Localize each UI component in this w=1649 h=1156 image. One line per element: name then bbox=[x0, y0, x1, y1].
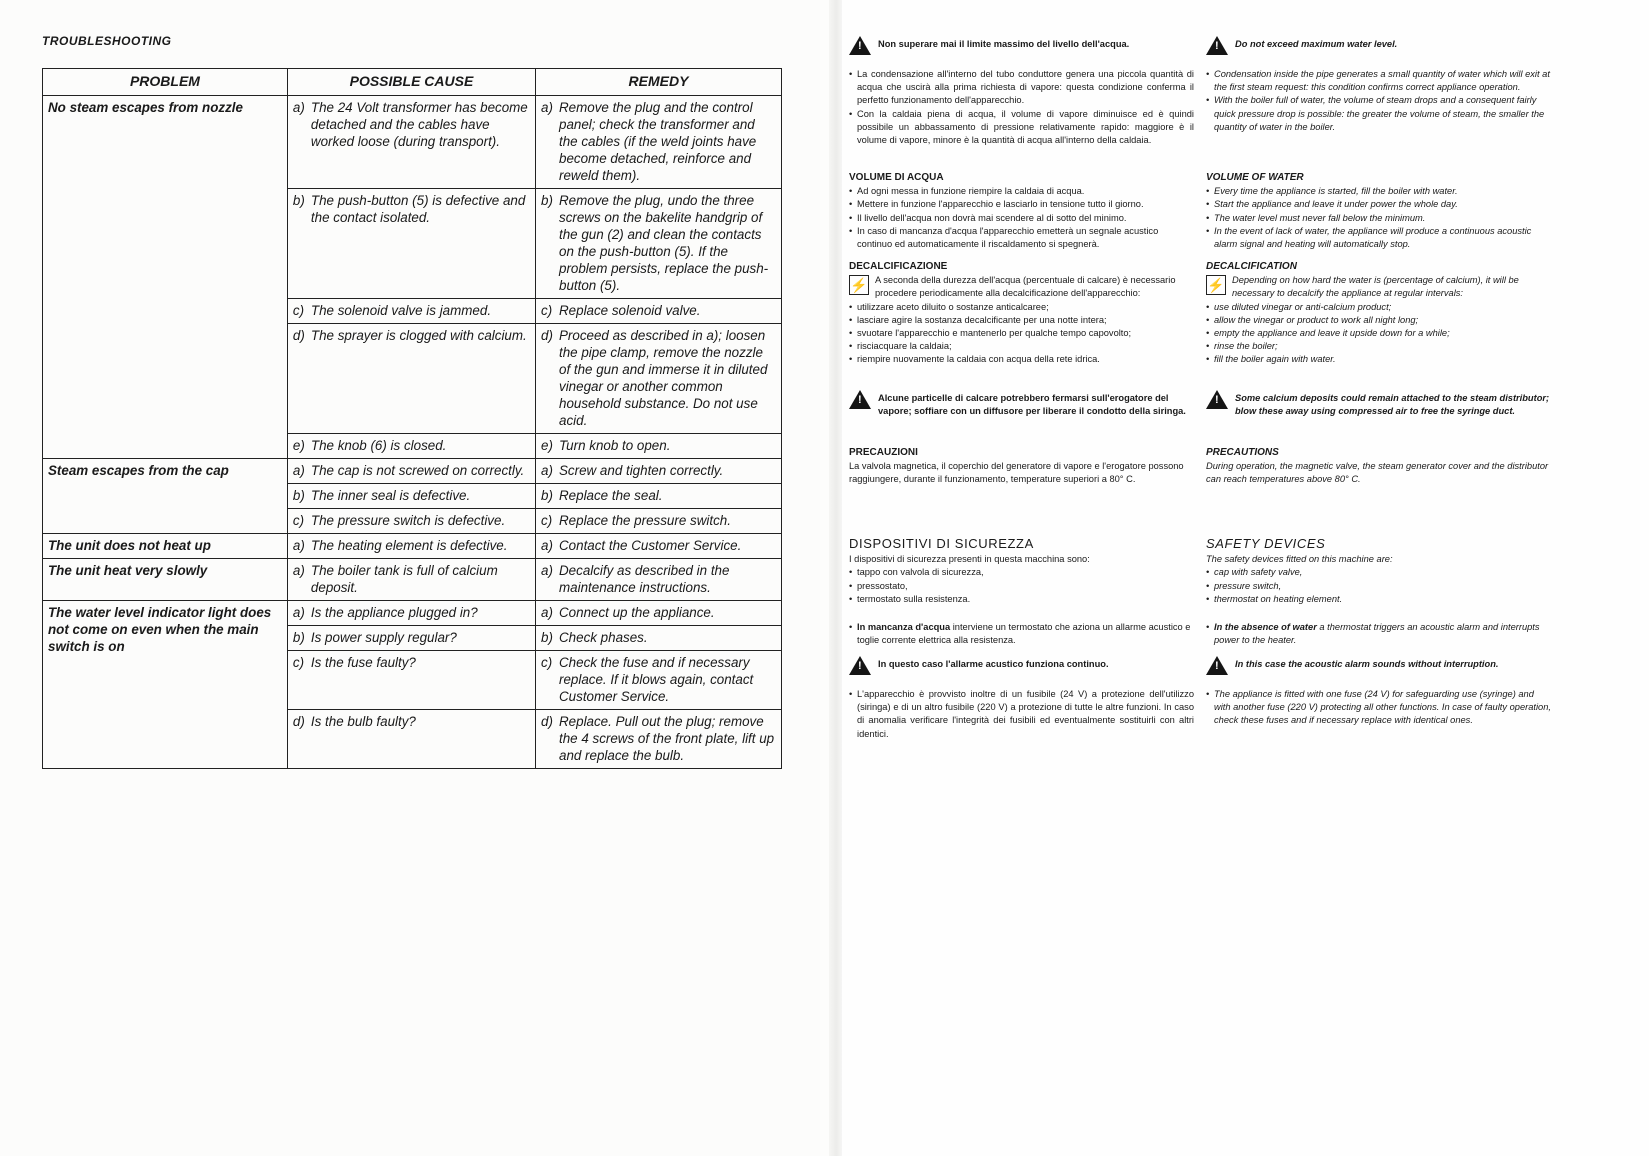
cause-text: Is the bulb faulty? bbox=[310, 714, 416, 729]
item-letter: a) bbox=[292, 605, 305, 620]
remedy-cell bbox=[536, 710, 782, 769]
item-letter: b) bbox=[541, 193, 553, 208]
page-fold bbox=[829, 0, 843, 1156]
table-body bbox=[43, 96, 782, 769]
remedy-text: Replace. Pull out the plug; remove the 4 screws of the front plate, lift up and replace the bulb. bbox=[559, 714, 775, 763]
table-row bbox=[43, 534, 782, 559]
section-heading: DECALCIFICAZIONE bbox=[849, 261, 948, 272]
italian-decalcification: DECALCIFICAZIONE ⚡ A seconda della durezza dell'acqua (percentuale di calcare) è necessario procedere periodicamente alla decalcificazione dell'apparecchio: • utilizzare aceto diluito o sostanze anticalcaree; • lasciare agire la sostanza decalcificante per una notte intera; • svuotare l'apparecchio e mantenerlo per qualche tempo capovolto; • risciacquare la caldaia; • riempire nuovamente la caldaia con acqua della rete idrica. bbox=[849, 260, 1194, 367]
bullet-text: tappo con valvola di sicurezza, bbox=[857, 567, 984, 578]
bullet-text: Every time the appliance is started, fill the boiler with water. bbox=[1214, 186, 1458, 197]
item-letter: a) bbox=[292, 563, 305, 578]
item-letter: c) bbox=[292, 303, 305, 318]
bullet-text: risciacquare la caldaia; bbox=[857, 341, 952, 352]
italian-intro: • La condensazione all'interno del tubo conduttore genera una piccola quantità di acqua che uscirà alla prima richiesta di vapore: questa condizione conferma il perfetto funzionamento dell'apparecchio. • Con la caldaia piena di acqua, il volume di vapore diminuisce ed è quindi possibile un abbassamento di pressione relativamente rapido: maggiore è il volume di vapore, minore è la quantità di acqua all'interno della caldaia. bbox=[849, 68, 1194, 147]
cause-cell bbox=[287, 459, 535, 484]
cause-cell bbox=[287, 651, 535, 710]
warning-icon bbox=[1206, 36, 1228, 55]
cause-cell bbox=[287, 96, 535, 189]
section-heading: DECALCIFICATION bbox=[1206, 261, 1297, 272]
remedy-cell bbox=[536, 509, 782, 534]
item-letter: d) bbox=[292, 328, 305, 343]
header-cause: POSSIBLE CAUSE bbox=[287, 69, 535, 96]
bullet-text: use diluted vinegar or anti-calcium product; bbox=[1214, 301, 1392, 312]
italian-absence: • In mancanza d'acqua interviene un termostato che aziona un allarme acustico e toglie corrente elettrica alla resistenza. bbox=[849, 622, 1191, 646]
english-volume: VOLUME OF WATER • Every time the appliance is started, fill the boiler with water. • Start the appliance and leave it under power the whole day. • The water level must never fall below the minimum. • In the event of lack of water, the appliance will produce a continuous acoustic alarm signal and heating will automatically stop. bbox=[1206, 171, 1551, 251]
absence-bold: In the absence of water bbox=[1214, 622, 1317, 632]
remedy-cell bbox=[536, 484, 782, 509]
item-letter: a) bbox=[292, 463, 305, 478]
remedy-text: Decalcify as described in the maintenance instructions. bbox=[559, 563, 730, 595]
bullet-text: empty the appliance and leave it upside down for a while; bbox=[1214, 328, 1450, 339]
left-page bbox=[0, 0, 820, 1156]
cause-cell bbox=[287, 534, 535, 559]
decalcify-icon: ⚡ bbox=[1207, 277, 1225, 294]
problem-cell: The unit does not heat up bbox=[43, 534, 288, 559]
header-problem: PROBLEM bbox=[43, 69, 288, 96]
precautions-text: During operation, the magnetic valve, the steam generator cover and the distributor can reach temperatures above 80° C. bbox=[1206, 461, 1549, 485]
remedy-cell bbox=[536, 559, 782, 601]
decal-text: Depending on how hard the water is (percentage of calcium), it will be necessary to decalcify the appliance at regular intervals: bbox=[1232, 275, 1519, 299]
remedy-cell bbox=[536, 189, 782, 299]
cause-text: The boiler tank is full of calcium deposit. bbox=[310, 563, 498, 595]
decalcify-icon: ⚡ bbox=[850, 277, 868, 294]
remedy-cell bbox=[536, 299, 782, 324]
section-heading: DISPOSITIVI DI SICUREZZA bbox=[849, 536, 1034, 551]
remedy-cell bbox=[536, 434, 782, 459]
english-decalcification: DECALCIFICATION ⚡ Depending on how hard the water is (percentage of calcium), it will be necessary to decalcify the appliance at regular intervals: • use diluted vinegar or anti-calcium product; • allow the vinegar or product to work all night long; • empty the appliance and leave it upside down for a while; • rinse the boiler; • fill the boiler again with water. bbox=[1206, 260, 1551, 367]
absence-bold: In mancanza d'acqua bbox=[857, 622, 951, 632]
italian-safety-devices: DISPOSITIVI DI SICUREZZA I dispositivi di sicurezza presenti in questa macchina sono: • tappo con valvola di sicurezza, • pressostato, • termostato sulla resistenza. bbox=[849, 537, 1194, 606]
bullet-text: lasciare agire la sostanza decalcificante per una notte intera; bbox=[857, 314, 1107, 325]
problem-cell: Steam escapes from the cap bbox=[43, 459, 288, 534]
italian-warning-alarm bbox=[849, 658, 1194, 675]
cause-text: The push-button (5) is defective and the contact isolated. bbox=[310, 193, 526, 225]
cause-text: The sprayer is clogged with calcium. bbox=[310, 328, 527, 343]
english-intro: • Condensation inside the pipe generates a small quantity of water which will exit at the first steam request: this condition confirms correct appliance operation. • With the boiler full of water, the volume of steam drops and a consequent fairly quick pressure drop is possible: the greater the volume of steam, the smaller the quantity of water in the boiler. bbox=[1206, 68, 1551, 134]
cause-cell bbox=[287, 299, 535, 324]
item-letter: e) bbox=[541, 438, 553, 453]
cause-text: Is the fuse faulty? bbox=[310, 655, 416, 670]
item-letter: b) bbox=[541, 488, 553, 503]
item-letter: d) bbox=[292, 714, 305, 729]
warning-text: In questo caso l'allarme acustico funziona continuo. bbox=[878, 659, 1109, 669]
bullet-text: svuotare l'apparecchio e mantenerlo per qualche tempo capovolto; bbox=[857, 328, 1132, 339]
remedy-text: Contact the Customer Service. bbox=[559, 538, 742, 553]
problem-cell: The unit heat very slowly bbox=[43, 559, 288, 601]
bullet-text: Condensation inside the pipe generates a small quantity of water which will exit at the first steam request: this condition confirms correct appliance operation. bbox=[1214, 69, 1550, 93]
bullet-text: With the boiler full of water, the volume of steam drops and a consequent fairly quick pressure drop is possible: the greater the volume of steam, the smaller the quantity of water in the boiler. bbox=[1214, 95, 1545, 132]
remedy-cell bbox=[536, 601, 782, 626]
table-row bbox=[43, 559, 782, 601]
cause-cell bbox=[287, 626, 535, 651]
warning-text: Do not exceed maximum water level. bbox=[1235, 39, 1398, 49]
remedy-cell bbox=[536, 96, 782, 189]
bullet-text: Con la caldaia piena di acqua, il volume di vapore diminuisce ed è quindi possibile un abbassamento di pressione relativamente rapido: maggiore è il volume di vapore, minore è la quantità di acqua all'interno della caldaia. bbox=[857, 108, 1194, 146]
remedy-text: Remove the plug and the control panel; check the transformer and the cables (if the weld joints have become detached, reinforce and reweld them). bbox=[559, 100, 757, 183]
item-letter: a) bbox=[292, 538, 305, 553]
bullet-text: Il livello dell'acqua non dovrà mai scendere al di sotto del minimo. bbox=[857, 212, 1127, 223]
cause-cell bbox=[287, 710, 535, 769]
bullet-text: termostato sulla resistenza. bbox=[857, 593, 971, 604]
cause-text: The knob (6) is closed. bbox=[310, 438, 447, 453]
problem-cell: The water level indicator light does not come on even when the main switch is on bbox=[43, 601, 288, 769]
cause-cell bbox=[287, 324, 535, 434]
troubleshooting-table bbox=[42, 68, 782, 769]
remedy-cell bbox=[536, 626, 782, 651]
bullet-text: Ad ogni messa in funzione riempire la caldaia di acqua. bbox=[857, 186, 1085, 197]
warning-text: Non superare mai il limite massimo del livello dell'acqua. bbox=[878, 39, 1130, 49]
english-warning-water-level bbox=[1206, 38, 1551, 55]
english-warning-calcium bbox=[1206, 392, 1551, 418]
english-warning-alarm bbox=[1206, 658, 1551, 675]
bullet-text: thermostat on heating element. bbox=[1214, 593, 1343, 604]
cause-cell bbox=[287, 509, 535, 534]
english-fuses: • The appliance is fitted with one fuse (24 V) for safeguarding use (syringe) and with another fuse (220 V) protecting all other functions. In case of faulty operation, check these fuses and if necessary replace with identical ones. bbox=[1206, 688, 1551, 728]
decal-text: A seconda della durezza dell'acqua (percentuale di calcare) è necessario procedere periodicamente alla decalcificazione dell'apparecchio: bbox=[875, 275, 1176, 299]
bullet-text: rinse the boiler; bbox=[1214, 341, 1278, 352]
bullet-text: In caso di mancanza d'acqua l'apparecchio emetterà un segnale acustico continuo ed automaticamente il riscaldamento si spegnerà. bbox=[857, 225, 1159, 250]
item-letter: c) bbox=[292, 513, 305, 528]
cause-text: Is the appliance plugged in? bbox=[310, 605, 478, 620]
precautions-text: La valvola magnetica, il coperchio del generatore di vapore e l'erogatore possono raggiungere, durante il funzionamento, temperature superiori a 80° C. bbox=[849, 461, 1184, 485]
section-heading: VOLUME OF WATER bbox=[1206, 172, 1304, 183]
cause-cell bbox=[287, 484, 535, 509]
remedy-text: Remove the plug, undo the three screws on the bakelite handgrip of the gun (2) and clean the contacts on the push-button (5). If the problem persists, replace the push-button (5). bbox=[559, 193, 769, 293]
remedy-text: Connect up the appliance. bbox=[559, 605, 715, 620]
remedy-text: Replace the seal. bbox=[559, 488, 663, 503]
remedy-text: Screw and tighten correctly. bbox=[559, 463, 724, 478]
item-letter: b) bbox=[541, 630, 553, 645]
item-letter: a) bbox=[541, 538, 553, 553]
section-heading: PRECAUTIONS bbox=[1206, 447, 1279, 458]
remedy-text: Check the fuse and if necessary replace. If it blows again, contact Customer Service. bbox=[559, 655, 754, 704]
bullet-text: The water level must never fall below the minimum. bbox=[1214, 212, 1426, 223]
bullet-text: riempire nuovamente la caldaia con acqua della rete idrica. bbox=[857, 354, 1100, 365]
remedy-cell bbox=[536, 651, 782, 710]
english-column bbox=[1206, 38, 1551, 1138]
bullet-text: cap with safety valve, bbox=[1214, 567, 1303, 578]
remedy-text: Proceed as described in a); loosen the pipe clamp, remove the nozzle of the gun and immerse it in diluted vinegar or another common household substance. Do not use acid. bbox=[559, 328, 768, 428]
italian-fuses: • L'apparecchio è provvisto inoltre di un fusibile (24 V) a protezione dell'utilizzo (siringa) e di un altro fusibile (220 V) a protezione di tutte le altre funzioni. In caso di anomalia verificare l'integrità dei fusibili ed eventualmente sostituirli con altri identici. bbox=[849, 688, 1194, 741]
cause-text: The cap is not screwed on correctly. bbox=[310, 463, 525, 478]
header-remedy: REMEDY bbox=[536, 69, 782, 96]
section-heading: VOLUME DI ACQUA bbox=[849, 172, 944, 183]
italian-warning-calcium bbox=[849, 392, 1194, 418]
item-letter: d) bbox=[541, 714, 553, 729]
bullet-text: Start the appliance and leave it under power the whole day. bbox=[1214, 199, 1458, 210]
italian-column bbox=[849, 38, 1194, 1138]
absence-text: interviene un termostato che aziona un allarme acustico e toglie corrente elettrica alla resistenza. bbox=[857, 622, 1191, 646]
warning-icon bbox=[1206, 390, 1228, 409]
item-letter: c) bbox=[292, 655, 305, 670]
remedy-cell bbox=[536, 534, 782, 559]
cause-text: The heating element is defective. bbox=[310, 538, 508, 553]
problem-cell: No steam escapes from nozzle bbox=[43, 96, 288, 459]
cause-text: The pressure switch is defective. bbox=[310, 513, 506, 528]
item-letter: e) bbox=[292, 438, 305, 453]
fuse-text: L'apparecchio è provvisto inoltre di un fusibile (24 V) a protezione dell'utilizzo (siringa) e di un altro fusibile (220 V) a protezione di tutte le altre funzioni. In caso di anomalia verificare l'integrità dei fusibili ed eventualmente sostituirli con altri identici. bbox=[857, 689, 1194, 739]
bullet-text: utilizzare aceto diluito o sostanze anticalcaree; bbox=[857, 301, 1049, 312]
item-letter: b) bbox=[292, 193, 305, 208]
italian-precautions bbox=[849, 446, 1194, 487]
fuse-text: The appliance is fitted with one fuse (24 V) for safeguarding use (syringe) and with another fuse (220 V) protecting all other functions. In case of faulty operation, check these fuses and if necessary replace with identical ones. bbox=[1214, 689, 1551, 726]
remedy-cell bbox=[536, 324, 782, 434]
warning-text: In this case the acoustic alarm sounds without interruption. bbox=[1235, 659, 1499, 669]
warning-icon bbox=[849, 390, 871, 409]
cause-cell bbox=[287, 434, 535, 459]
section-heading: SAFETY DEVICES bbox=[1206, 536, 1326, 551]
item-letter: b) bbox=[292, 630, 305, 645]
right-page bbox=[842, 0, 1649, 1156]
section-heading: PRECAUZIONI bbox=[849, 447, 918, 458]
bullet-text: La condensazione all'interno del tubo conduttore genera una piccola quantità di acqua che uscirà alla prima richiesta di vapore: questa condizione conferma il perfetto funzionamento dell'apparecchio. bbox=[857, 69, 1194, 106]
remedy-text: Replace the pressure switch. bbox=[559, 513, 731, 528]
english-absence: • In the absence of water a thermostat triggers an acoustic alarm and interrupts power to the heater. bbox=[1206, 622, 1540, 646]
cause-cell bbox=[287, 189, 535, 299]
warning-icon bbox=[849, 36, 871, 55]
warning-icon bbox=[1206, 656, 1228, 675]
table-row bbox=[43, 601, 782, 626]
item-letter: c) bbox=[541, 303, 553, 318]
english-safety-devices: SAFETY DEVICES The safety devices fitted on this machine are: • cap with safety valve, • pressure switch, • thermostat on heating element. bbox=[1206, 537, 1551, 606]
table-row bbox=[43, 459, 782, 484]
warning-text: Alcune particelle di calcare potrebbero fermarsi sull'erogatore del vapore; soffiare con un diffusore per liberare il condotto della siringa. bbox=[878, 393, 1186, 417]
safety-intro: I dispositivi di sicurezza presenti in questa macchina sono: bbox=[849, 554, 1090, 565]
remedy-text: Check phases. bbox=[559, 630, 648, 645]
cause-text: The inner seal is defective. bbox=[310, 488, 471, 503]
bullet-text: fill the boiler again with water. bbox=[1214, 354, 1336, 365]
bullet-text: In the event of lack of water, the appliance will produce a continuous acoustic alarm signal and heating will automatically stop. bbox=[1214, 225, 1532, 250]
cause-text: The solenoid valve is jammed. bbox=[310, 303, 492, 318]
item-letter: c) bbox=[541, 655, 553, 670]
cause-text: The 24 Volt transformer has become detached and the cables have worked loose (during transport). bbox=[310, 100, 528, 149]
italian-volume: VOLUME DI ACQUA • Ad ogni messa in funzione riempire la caldaia di acqua. • Mettere in funzione l'apparecchio e lasciarlo in tensione tutto il giorno. • Il livello dell'acqua non dovrà mai scendere al di sotto del minimo. • In caso di mancanza d'acqua l'apparecchio emetterà un segnale acustico continuo ed automaticamente il riscaldamento si spegnerà. bbox=[849, 171, 1194, 251]
item-letter: a) bbox=[541, 100, 553, 115]
bullet-text: Mettere in funzione l'apparecchio e lasciarlo in tensione tutto il giorno. bbox=[857, 199, 1144, 210]
item-letter: c) bbox=[541, 513, 553, 528]
cause-cell bbox=[287, 601, 535, 626]
absence-text: a thermostat triggers an acoustic alarm and interrupts power to the heater. bbox=[1214, 622, 1540, 646]
table-row bbox=[43, 96, 782, 189]
safety-intro: The safety devices fitted on this machine are: bbox=[1206, 554, 1393, 565]
remedy-text: Replace solenoid valve. bbox=[559, 303, 701, 318]
item-letter: d) bbox=[541, 328, 553, 343]
bullet-text: pressure switch, bbox=[1214, 580, 1282, 591]
remedy-text: Turn knob to open. bbox=[559, 438, 671, 453]
remedy-cell bbox=[536, 459, 782, 484]
warning-text: Some calcium deposits could remain attached to the steam distributor; blow these away using compressed air to free the syringe duct. bbox=[1235, 393, 1550, 417]
item-letter: a) bbox=[541, 563, 553, 578]
bullet-text: allow the vinegar or product to work all night long; bbox=[1214, 314, 1419, 325]
english-precautions bbox=[1206, 446, 1551, 487]
item-letter: b) bbox=[292, 488, 305, 503]
cause-cell bbox=[287, 559, 535, 601]
cause-text: Is power supply regular? bbox=[310, 630, 457, 645]
item-letter: a) bbox=[292, 100, 305, 115]
item-letter: a) bbox=[541, 463, 553, 478]
troubleshooting-title: TROUBLESHOOTING bbox=[42, 34, 172, 48]
item-letter: a) bbox=[541, 605, 553, 620]
warning-icon bbox=[849, 656, 871, 675]
italian-warning-water-level bbox=[849, 38, 1194, 55]
bullet-text: pressostato, bbox=[857, 580, 908, 591]
